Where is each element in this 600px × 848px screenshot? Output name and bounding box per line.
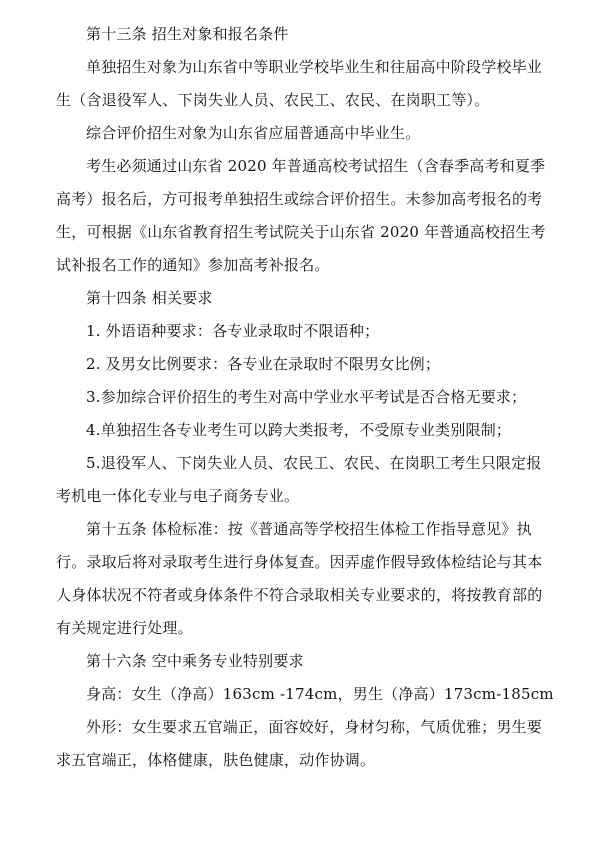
- article-15-paragraph: 第十五条 体检标准：按《普通高等学校招生体检工作指导意见》执行。录取后将对录取考生进行身体复查。因弄虚作假导致体检结论与其本人身体状况不符者或身体条件不符合录取相关专业要求的，将按教育部的有关规定进行处理。: [56, 520, 543, 637]
- section-16: [56, 645, 556, 777]
- article-14-item-4: 4.单独招生各专业考生可以跨大类报考，不受原专业类别限制；: [86, 421, 512, 439]
- document-body: [56, 18, 556, 777]
- article-14-item-5: 5.退役军人、下岗失业人员、农民工、农民、在岗职工考生只限定报考机电一体化专业与电子商务专业。: [56, 454, 542, 505]
- article-14-item-1: 1. 外语语种要求：各专业录取时不限语种；: [86, 322, 380, 340]
- article-13-paragraph-3: 考生必须通过山东省 2020 年普通高校考试招生（含春季高考和夏季高考）报名后，方可报考单独招生或综合评价招生。未参加高考报名的考生，可根据《山东省教育招生考试院关于山东省 2020 年普通高校招生考试补报名工作的通知》参加高考补报名。: [56, 157, 546, 274]
- article-14-item-3: 3.参加综合评价招生的考生对高中学业水平考试是否合格无要求；: [86, 388, 527, 406]
- article-14-heading: 第十四条 相关要求: [86, 289, 213, 307]
- section-13: [56, 18, 556, 282]
- section-14: [56, 282, 556, 513]
- article-14-item-2: 2. 及男女比例要求：各专业在录取时不限男女比例；: [86, 355, 441, 373]
- article-13-heading: 第十三条 招生对象和报名条件: [86, 25, 289, 43]
- section-15: [56, 513, 556, 645]
- article-16-heading: 第十六条 空中乘务专业特别要求: [86, 652, 304, 670]
- article-13-paragraph-1: 单独招生对象为山东省中等职业学校毕业生和往届高中阶段学校毕业生（含退役军人、下岗失业人员、农民工、农民、在岗职工等）。: [56, 58, 543, 109]
- article-13-paragraph-2: 综合评价招生对象为山东省应届普通高中毕业生。: [86, 124, 421, 142]
- article-16-appearance: 外形：女生要求五官端正，面容姣好，身材匀称，气质优雅；男生要求五官端正，体格健康，肤色健康，动作协调。: [56, 718, 543, 769]
- article-16-height: 身高：女生（净高）163cm -174cm，男生（净高）173cm-185cm: [86, 685, 554, 703]
